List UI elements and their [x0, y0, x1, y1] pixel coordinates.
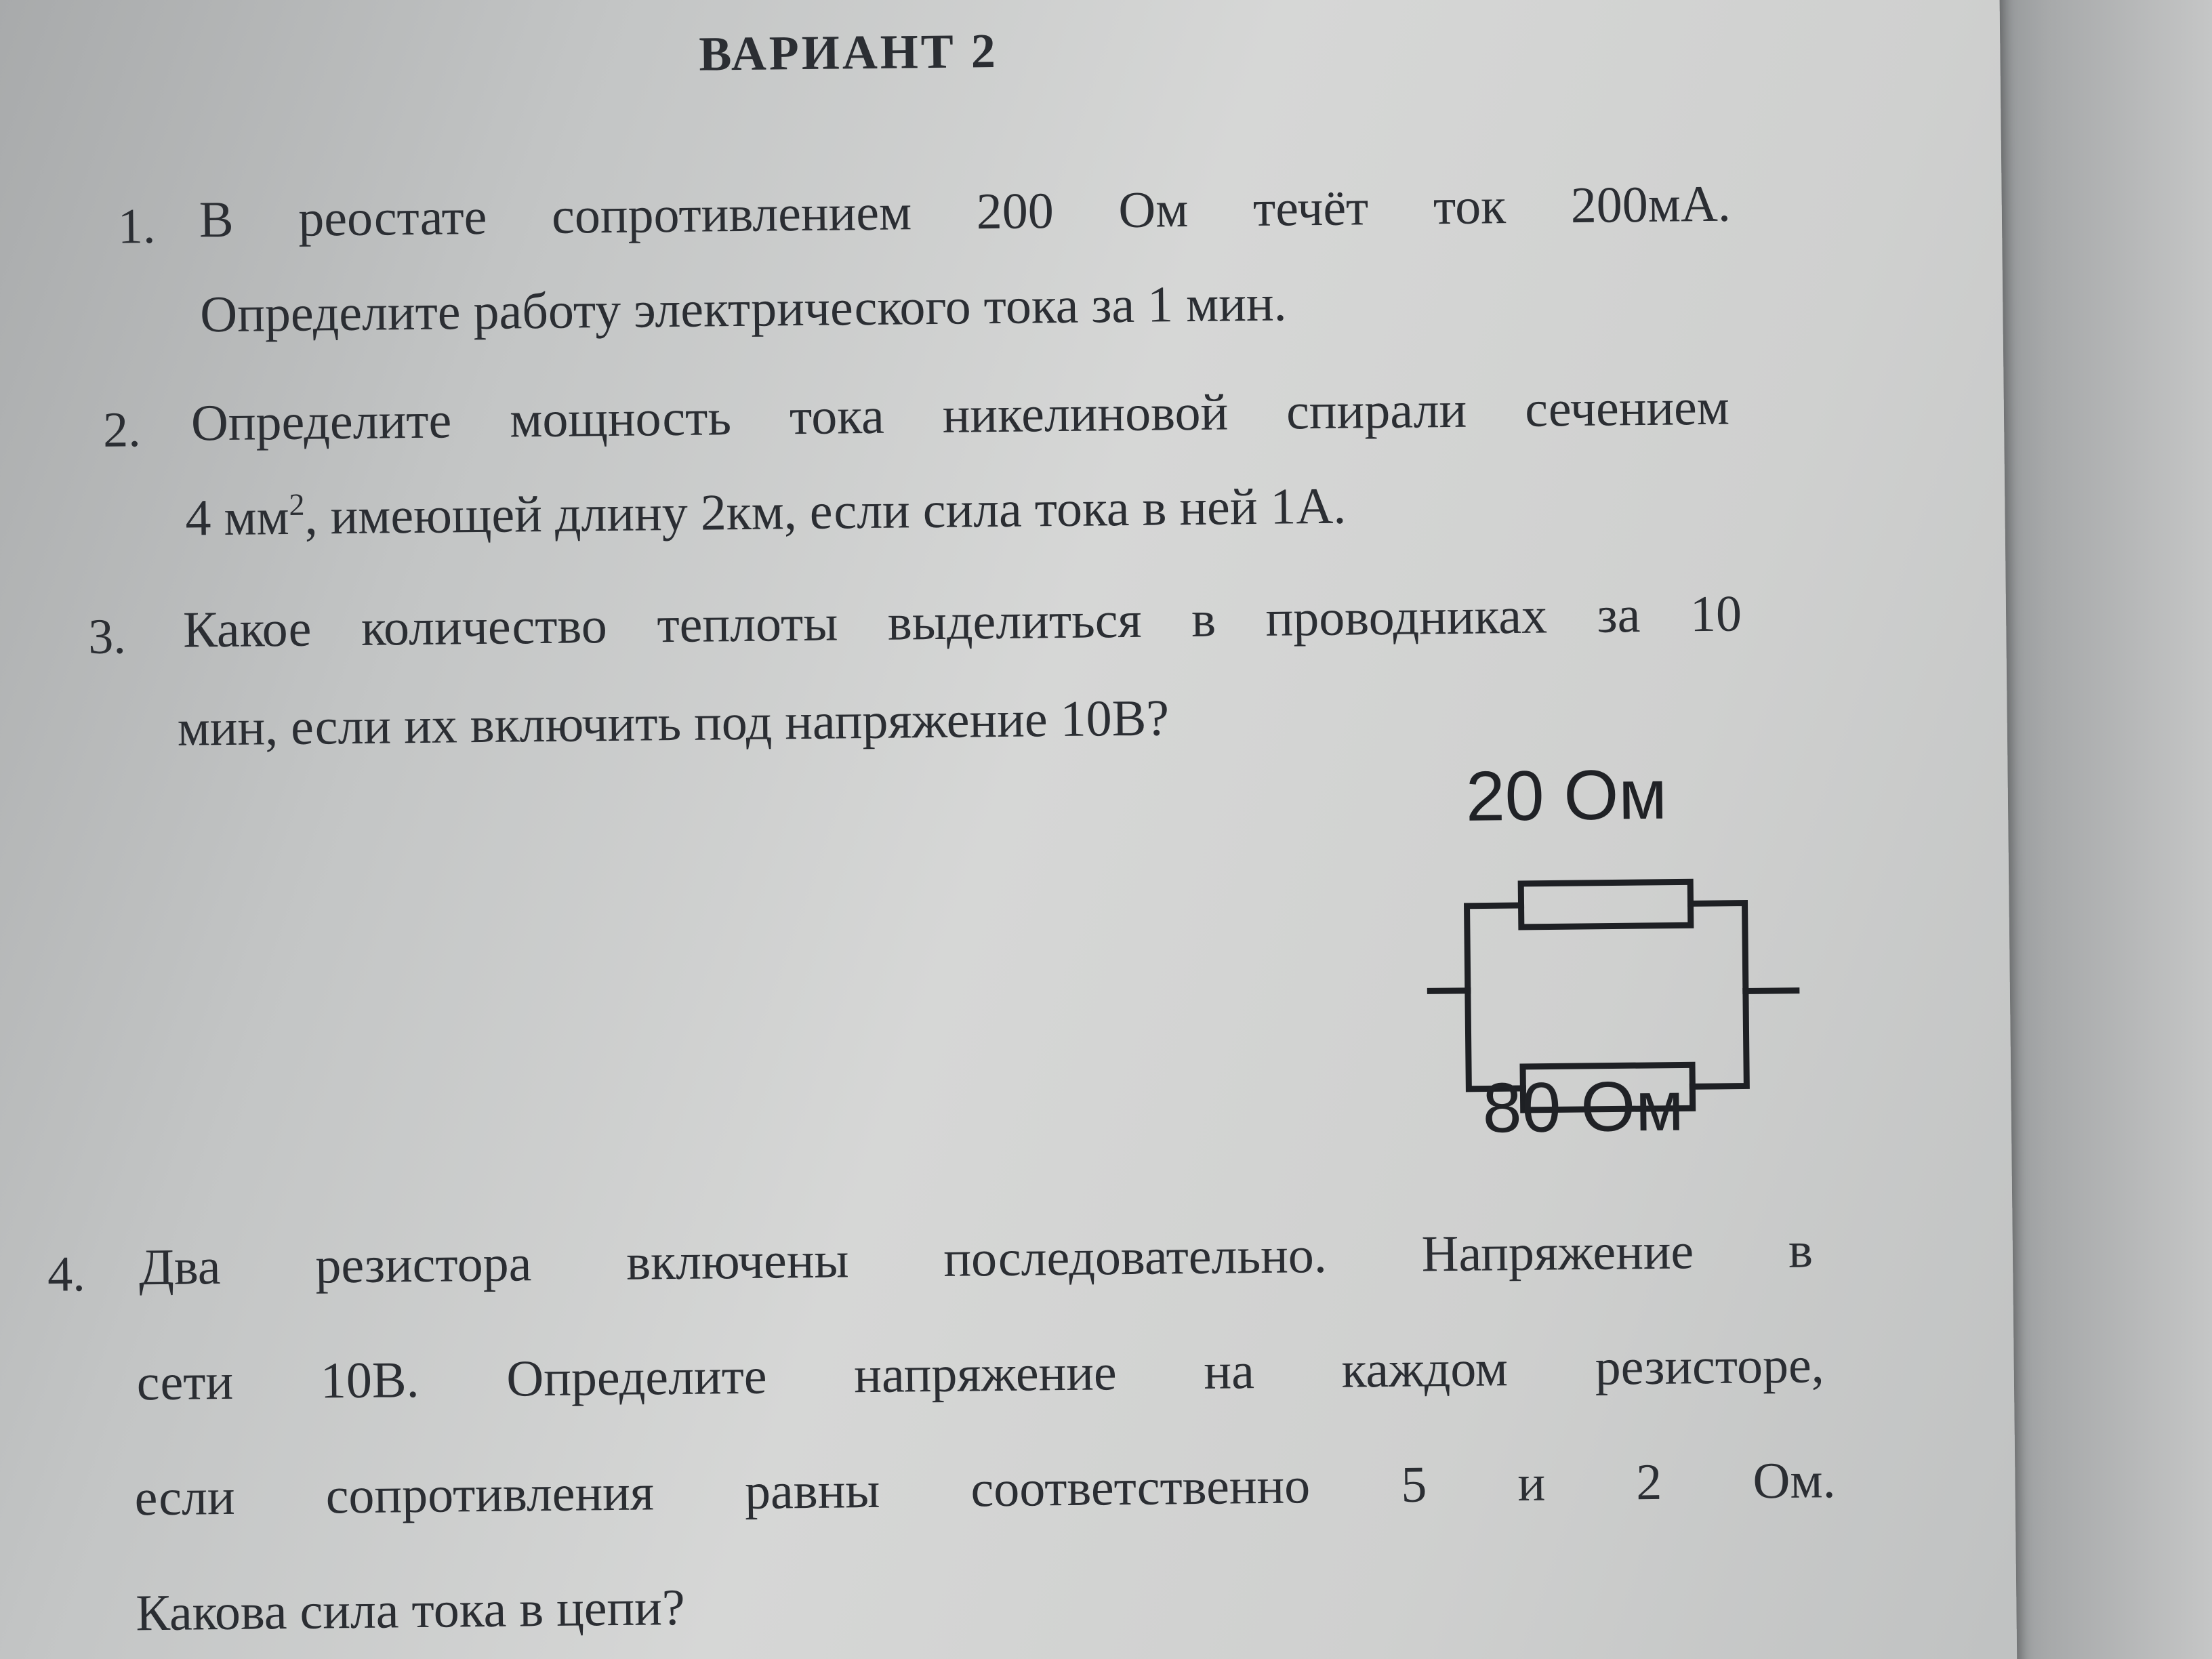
resistor-top-label: 20 Ом	[1465, 755, 1668, 836]
wire-bottom-right	[1692, 991, 1746, 1086]
task-4-line-3: если сопротивления равны соответственно 5 и 2 Ом.	[134, 1452, 1836, 1527]
task-2-line-2	[185, 477, 1347, 548]
task-4-line-4: Какова сила тока в цепи?	[135, 1578, 686, 1642]
task-text-line	[139, 1221, 1814, 1297]
task-number: 2.	[102, 402, 142, 458]
circuit-diagram	[1425, 753, 1822, 1164]
task-2-line-1: Определите мощность тока никелиновой спирали сечением	[190, 378, 1730, 452]
task-text-line	[183, 585, 1742, 660]
resistor-bottom-label: 80 Ом	[1482, 1067, 1685, 1148]
task-1-line-2: Определите работу электрического тока за 1 мин.	[199, 274, 1287, 344]
task-text-line	[199, 175, 1731, 250]
task-2-rest: , имеющей длину 2км, если сила тока в ней 1А.	[304, 477, 1347, 546]
task-3-line-1: Какое количество теплоты выделиться в проводниках за 10	[182, 585, 1742, 659]
task-text-line	[136, 1336, 1824, 1412]
task-4-line-2: сети 10В. Определите напряжение на каждом резисторе,	[136, 1336, 1825, 1412]
variant-heading: ВАРИАНТ 2	[698, 23, 999, 81]
task-number: 1.	[117, 198, 156, 255]
task-number: 3.	[87, 609, 127, 665]
wire-top-right	[1691, 903, 1746, 991]
task-4-line-1: Два резистора включены последовательно. Напряжение в	[138, 1221, 1814, 1296]
task-3-line-2: мин, если их включить под напряжение 10В?	[177, 689, 1170, 757]
task-2-area: 4 мм	[185, 488, 290, 547]
superscript: 2	[289, 487, 305, 522]
resistor-top	[1521, 882, 1691, 927]
task-text-line	[134, 1451, 1836, 1528]
task-1-line-1: В реостате сопротивлением 200 Ом течёт ток 200мА.	[199, 175, 1732, 249]
wire-top-left	[1467, 905, 1522, 991]
task-number: 4.	[47, 1246, 86, 1303]
task-text-line	[191, 378, 1730, 453]
